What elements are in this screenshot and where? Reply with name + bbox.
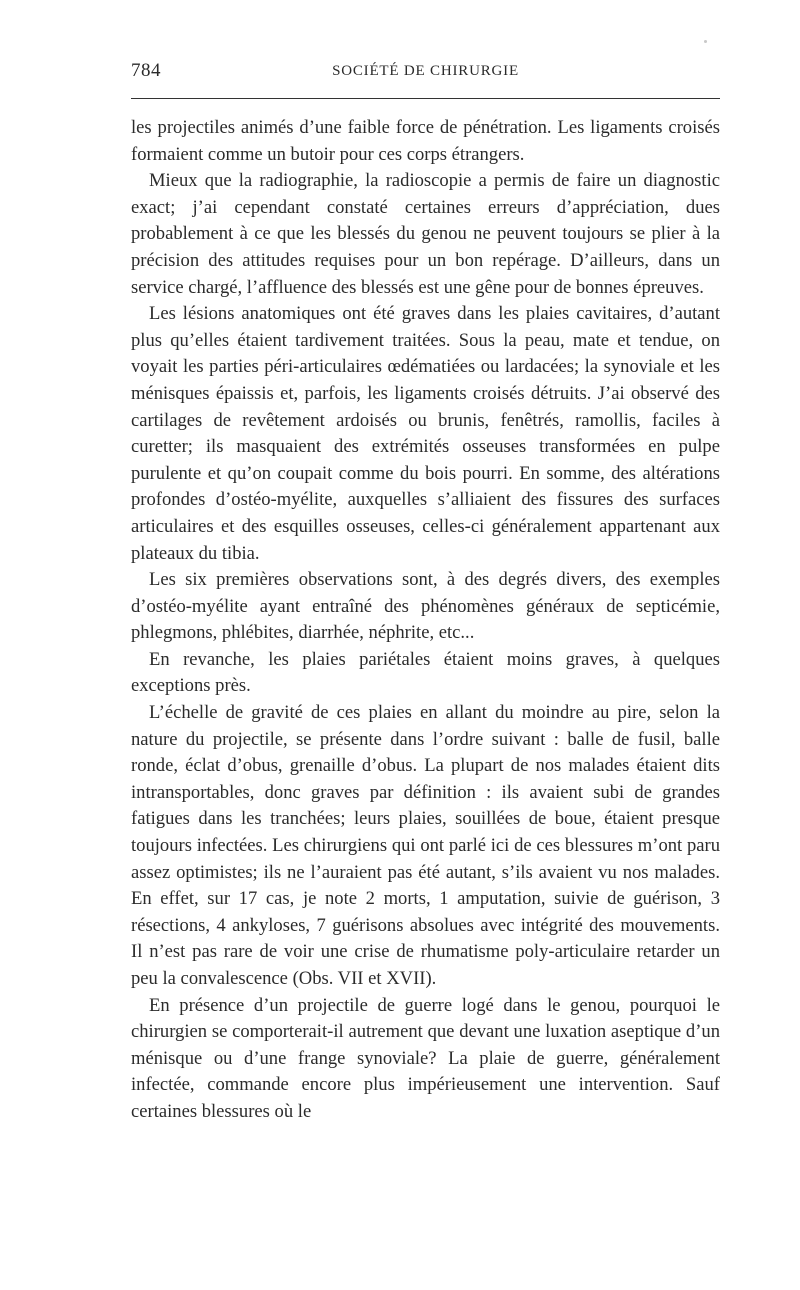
running-title: SOCIÉTÉ DE CHIRURGIE <box>332 63 519 79</box>
page-number: 784 <box>131 60 161 81</box>
body-text <box>131 115 720 1126</box>
paragraph: En revanche, les plaies pariétales étaient moins graves, à quelques exceptions près. <box>131 648 720 697</box>
header-rule <box>131 98 720 99</box>
paper-speck <box>704 40 707 43</box>
paragraph: L’échelle de gravité de ces plaies en allant du moindre au pire, selon la nature du projectile, se présente dans l’ordre suivant : balle de fusil, balle ronde, éclat d’obus, grenaille d’obus. La plupart de nos malades étaient dits intransportables, donc graves par définition : ils avaient subi de grandes fatigues dans les tranchées; leurs plaies, souillées de boue, étaient presque toujours infectées. Les chirurgiens qui ont parlé ici de ces blessures m’ont paru assez optimistes; ils ne l’auraient pas été autant, s’ils avaient vu nos malades. En effet, sur 17 cas, je note 2 morts, 1 amputation, suivie de guérison, 3 résections, 4 ankyloses, 7 guérisons absolues avec intégrité des mouvements. Il n’est pas rare de voir une crise de rhumatisme poly-articulaire retarder un peu la convalescence (Obs. VII et XVII). <box>131 702 720 989</box>
paragraph: Les lésions anatomiques ont été graves dans les plaies cavitaires, d’autant plus qu’elles étaient tardivement traitées. Sous la peau, mate et tendue, on voyait les parties péri-articulaires œdématiées ou lardacées; la synoviale et les ménisques épaissis et, parfois, les ligaments croisés détruits. J’ai observé des cartilages de revêtement ardoisés ou brunis, fenêtrés, ramollis, faciles à curetter; ils masquaient des extrémités osseuses transformées en pulpe purulente et qu’on coupait comme du bois pourri. En somme, des altérations profondes d’ostéo-myélite, auxquelles s’alliaient des fissures des surfaces articulaires et des esquilles osseuses, celles-ci généralement appartenant aux plateaux du tibia. <box>131 303 720 564</box>
paragraph: Les six premières observations sont, à des degrés divers, des exemples d’ostéo-myélite ayant entraîné des phénomènes généraux de septicémie, phlegmons, phlébites, diarrhée, néphrite, etc... <box>131 569 720 644</box>
paragraph-continuation: les projectiles animés d’une faible force de pénétration. Les ligaments croisés formaient comme un butoir pour ces corps étrangers. <box>131 117 720 165</box>
paragraph: En présence d’un projectile de guerre logé dans le genou, pourquoi le chirurgien se comporterait-il autrement que devant une luxation aseptique d’un ménisque ou d’une frange synoviale? La plaie de guerre, généralement infectée, commande encore plus impérieusement une intervention. Sauf certaines blessures où le <box>131 994 720 1122</box>
paragraph: Mieux que la radiographie, la radioscopie a permis de faire un diagnostic exact; j’ai cependant constaté certaines erreurs d’appréciation, dues probablement à ce que les blessés du genou ne peuvent toujours se plier à la précision des attitudes requises pour un bon repérage. D’ailleurs, dans un service chargé, l’affluence des blessés est une gêne pour de bonnes épreuves. <box>131 170 720 298</box>
page-header <box>131 60 720 90</box>
